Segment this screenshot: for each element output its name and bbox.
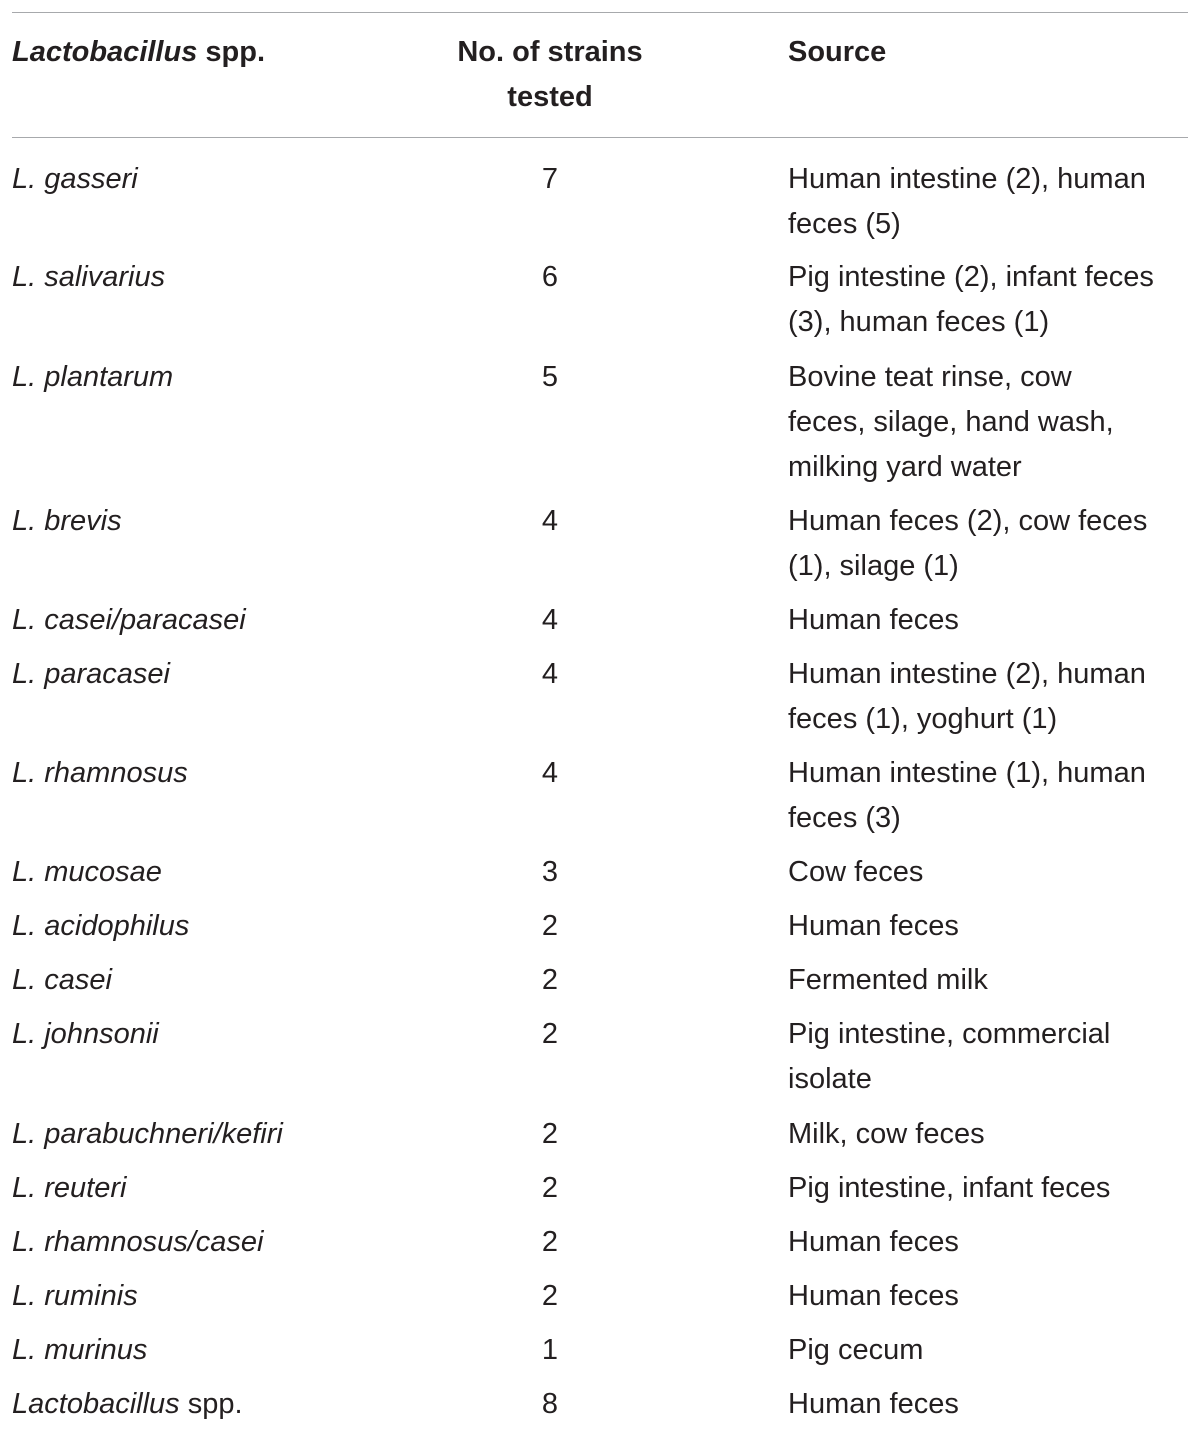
species-suffix: spp.	[179, 1388, 243, 1420]
header-species-genus: Lactobacillus	[12, 36, 198, 68]
source-line: feces (5)	[788, 208, 901, 240]
strain-count-cell: 2	[541, 1172, 559, 1204]
source-cell	[788, 904, 1198, 949]
species-cell: L. rhamnosus	[12, 757, 188, 789]
species-cell: L. ruminis	[12, 1280, 138, 1312]
source-cell	[788, 1112, 1198, 1157]
source-line: milking yard water	[788, 451, 1022, 483]
source-line: feces, silage, hand wash,	[788, 406, 1114, 438]
source-line: (1), silage (1)	[788, 550, 959, 582]
strain-count-cell: 2	[541, 910, 559, 942]
species-cell: L. parabuchneri/kefiri	[12, 1118, 283, 1150]
source-line: feces (1), yoghurt (1)	[788, 703, 1058, 735]
source-line: Human feces	[788, 1280, 959, 1312]
strain-count-cell: 2	[541, 964, 559, 996]
species-cell: L. casei	[12, 964, 112, 996]
header-count-line2: tested	[507, 81, 593, 113]
source-line: Human intestine (1), human	[788, 757, 1146, 789]
strain-count-cell: 5	[541, 361, 559, 393]
source-line: Bovine teat rinse, cow	[788, 361, 1072, 393]
strain-count-cell: 1	[541, 1334, 559, 1366]
header-source: Source	[788, 36, 887, 68]
source-line: Human intestine (2), human	[788, 658, 1146, 690]
source-line: Pig intestine, commercial	[788, 1018, 1111, 1050]
species-cell: L. salivarius	[12, 261, 166, 293]
species-cell	[12, 1382, 243, 1427]
source-line: Milk, cow feces	[788, 1118, 985, 1150]
source-line: Human feces	[788, 604, 959, 636]
header-species-suffix: spp.	[197, 36, 265, 68]
source-line: Fermented milk	[788, 964, 988, 996]
species-cell: L. paracasei	[12, 658, 170, 690]
species-cell: L. murinus	[12, 1334, 148, 1366]
strain-count-cell: 2	[541, 1226, 559, 1258]
species-cell: L. mucosae	[12, 856, 162, 888]
source-line: Human feces (2), cow feces	[788, 505, 1148, 537]
source-line: (3), human feces (1)	[788, 306, 1050, 338]
header-species	[12, 30, 265, 75]
source-cell	[788, 157, 1198, 247]
table-header-rule	[12, 137, 1188, 138]
strain-count-cell: 7	[541, 163, 559, 195]
header-count	[420, 30, 680, 120]
strain-count-cell: 4	[541, 604, 559, 636]
species-genus: Lactobacillus	[12, 1388, 180, 1420]
species-cell: L. rhamnosus/casei	[12, 1226, 264, 1258]
source-cell	[788, 499, 1198, 589]
source-line: Pig cecum	[788, 1334, 924, 1366]
source-cell	[788, 652, 1198, 742]
source-cell	[788, 1012, 1198, 1102]
source-line: Human feces	[788, 910, 959, 942]
source-line: isolate	[788, 1063, 872, 1095]
source-cell	[788, 355, 1198, 490]
source-cell	[788, 1166, 1198, 1211]
strain-count-cell: 4	[541, 505, 559, 537]
source-line: Pig intestine (2), infant feces	[788, 261, 1154, 293]
species-cell: L. reuteri	[12, 1172, 127, 1204]
species-cell: L. gasseri	[12, 163, 138, 195]
strain-count-cell: 4	[541, 757, 559, 789]
strain-count-cell: 4	[541, 658, 559, 690]
source-line: Pig intestine, infant feces	[788, 1172, 1111, 1204]
species-cell: L. casei/paracasei	[12, 604, 246, 636]
source-cell	[788, 1274, 1198, 1319]
source-cell	[788, 598, 1198, 643]
source-cell	[788, 1328, 1198, 1373]
species-cell: L. plantarum	[12, 361, 174, 393]
source-line: feces (3)	[788, 802, 901, 834]
strain-count-cell: 6	[541, 261, 559, 293]
strain-count-cell: 2	[541, 1280, 559, 1312]
source-line: Human feces	[788, 1226, 959, 1258]
source-cell: Human feces	[788, 1388, 959, 1420]
source-cell	[788, 850, 1198, 895]
species-cell: L. brevis	[12, 505, 122, 537]
source-cell	[788, 751, 1198, 841]
source-cell	[788, 1220, 1198, 1265]
source-line: Human intestine (2), human	[788, 163, 1146, 195]
strain-count-cell: 8	[541, 1388, 559, 1420]
source-line: Cow feces	[788, 856, 924, 888]
table-top-rule	[12, 12, 1188, 13]
strain-count-cell: 2	[541, 1118, 559, 1150]
strain-count-cell: 2	[541, 1018, 559, 1050]
species-cell: L. johnsonii	[12, 1018, 159, 1050]
strain-count-cell: 3	[541, 856, 559, 888]
source-cell	[788, 255, 1198, 345]
source-cell	[788, 958, 1198, 1003]
header-count-line1: No. of strains	[457, 36, 643, 68]
species-cell: L. acidophilus	[12, 910, 190, 942]
